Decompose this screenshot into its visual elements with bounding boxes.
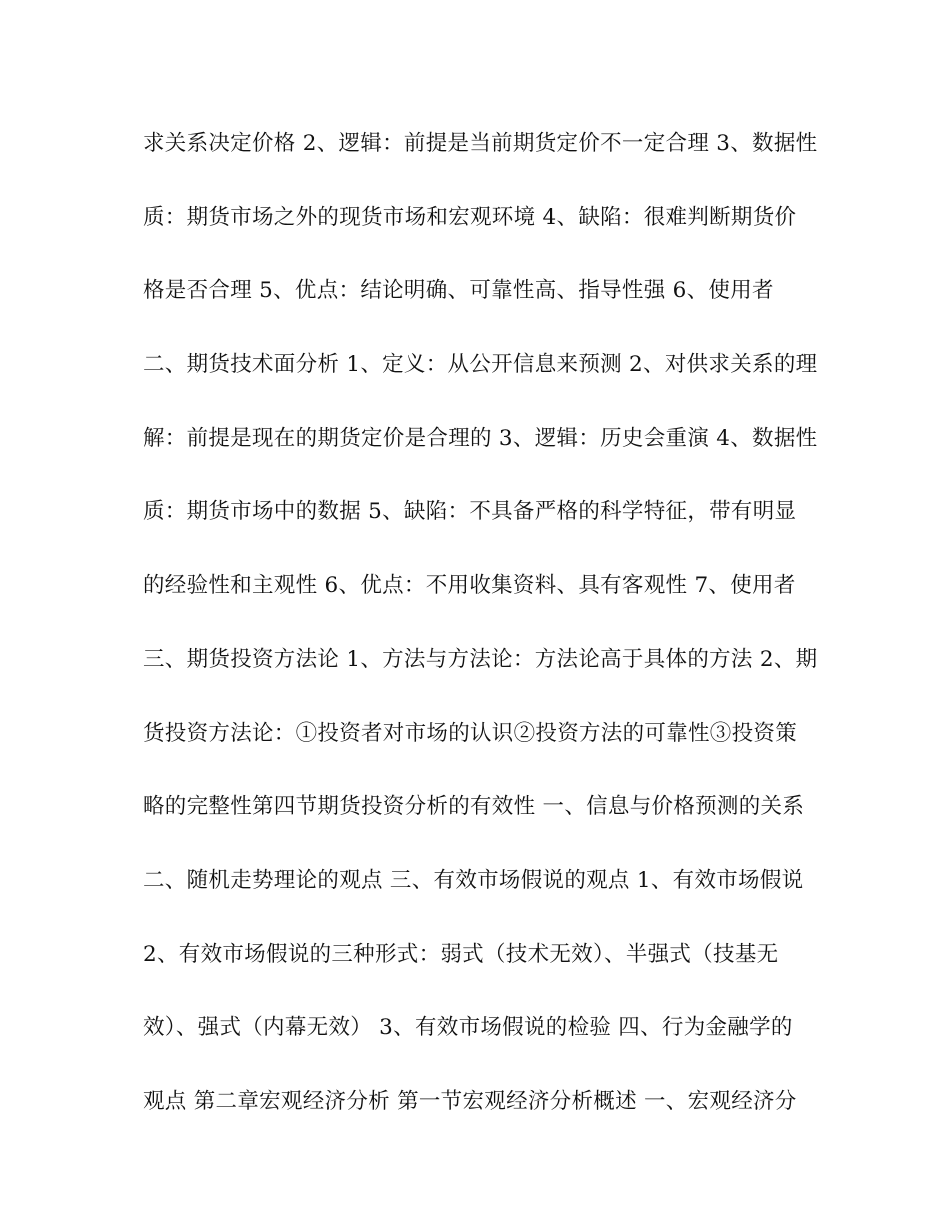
text-line: 二、期货技术面分析 1、定义：从公开信息来预测 2、对供求关系的理 [143, 352, 818, 378]
text-line: 解：前提是现在的期货定价是合理的 3、逻辑：历史会重演 4、数据性 [143, 425, 818, 451]
text-line: 三、期货投资方法论 1、方法与方法论：方法论高于具体的方法 2、期 [143, 646, 818, 672]
text-line: 效）、强式（内幕无效） 3、有效市场假说的检验 四、行为金融学的 [143, 1015, 793, 1041]
text-line: 格是否合理 5、优点：结论明确、可靠性高、指导性强 6、使用者 [143, 278, 774, 304]
body-text [143, 120, 823, 1152]
text-line: 质：期货市场中的数据 5、缺陷：不具备严格的科学特征，带有明显 [143, 499, 797, 525]
text-line: 求关系决定价格 2、逻辑：前提是当前期货定价不一定合理 3、数据性 [143, 131, 818, 156]
text-line: 货投资方法论：①投资者对市场的认识②投资方法的可靠性③投资策 [143, 720, 798, 746]
text-line: 2、有效市场假说的三种形式：弱式（技术无效）、半强式（技基无 [143, 941, 779, 967]
text-line: 质：期货市场之外的现货市场和宏观环境 4、缺陷：很难判断期货价 [143, 204, 797, 230]
text-line: 二、随机走势理论的观点 三、有效市场假说的观点 1、有效市场假说 [143, 867, 804, 893]
text-line: 略的完整性第四节期货投资分析的有效性 一、信息与价格预测的关系 [143, 794, 805, 820]
text-line: 的经验性和主观性 6、优点：不用收集资料、具有客观性 7、使用者 [143, 573, 796, 599]
text-line: 观点 第二章宏观经济分析 第一节宏观经济分析概述 一、宏观经济分 [143, 1088, 797, 1114]
